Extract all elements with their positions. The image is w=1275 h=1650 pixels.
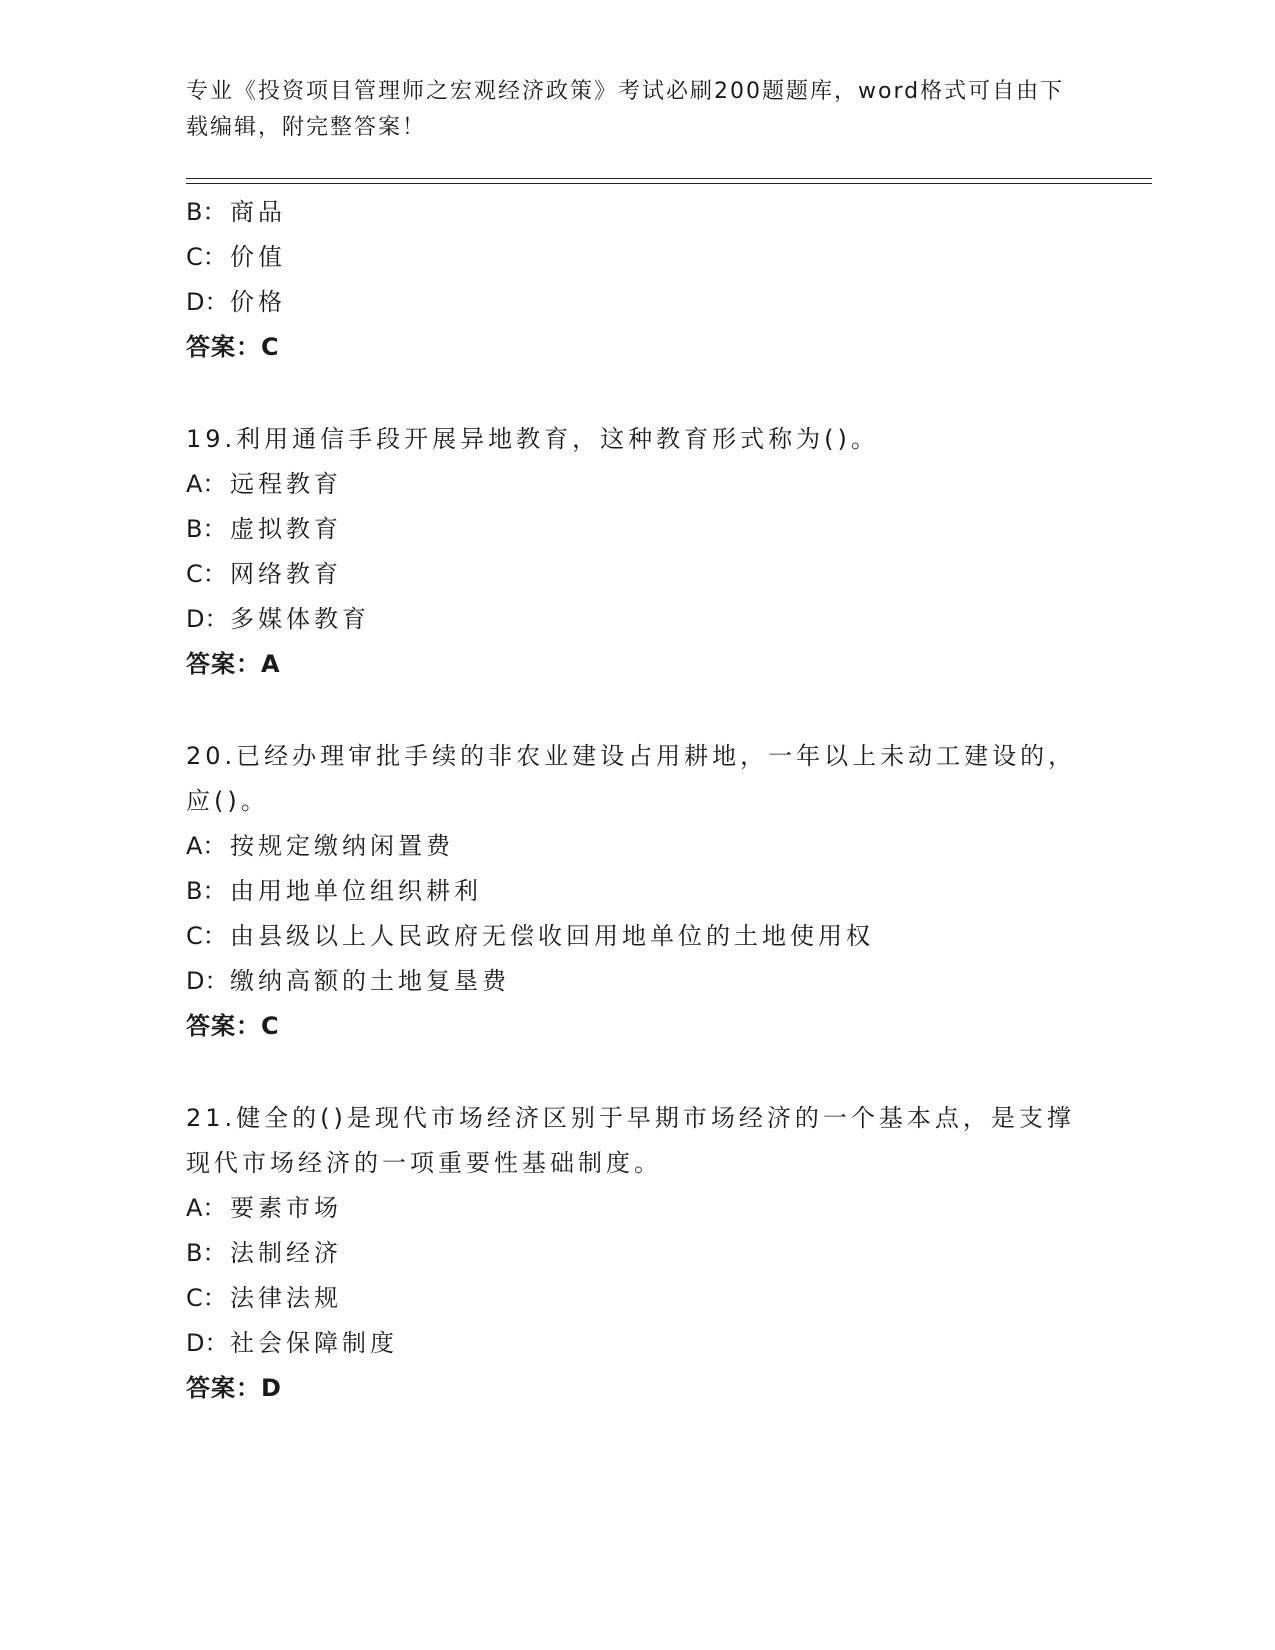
option-text: 价值 <box>230 243 286 271</box>
spacer <box>186 1049 1086 1096</box>
option-text: 法律法规 <box>230 1284 342 1312</box>
option-a <box>186 824 1086 869</box>
option-text: 商品 <box>230 198 286 226</box>
option-text: 远程教育 <box>230 470 342 498</box>
answer-line: 答案：D <box>186 1374 282 1402</box>
option-key: D： <box>186 1329 229 1357</box>
question-18-continuation <box>186 190 1086 370</box>
option-text: 由县级以上人民政府无偿收回用地单位的土地使用权 <box>230 922 874 950</box>
option-key: C： <box>186 922 227 950</box>
option-text: 法制经济 <box>230 1239 342 1267</box>
option-a <box>186 462 1086 507</box>
spacer <box>186 687 1086 734</box>
answer-line: 答案：A <box>186 650 281 678</box>
option-key: A： <box>186 832 227 860</box>
spacer <box>186 370 1086 417</box>
option-key: D： <box>186 967 229 995</box>
option-b <box>186 1231 1086 1276</box>
option-key: A： <box>186 470 227 498</box>
option-d <box>186 959 1086 1004</box>
option-text: 社会保障制度 <box>230 1329 398 1357</box>
header-divider <box>186 178 1152 179</box>
question-20 <box>186 734 1086 1049</box>
option-c <box>186 235 1086 280</box>
option-key: D： <box>186 288 229 316</box>
option-key: C： <box>186 243 227 271</box>
option-key: B： <box>186 198 227 226</box>
option-d <box>186 280 1086 325</box>
answer-line: 答案：C <box>186 1012 280 1040</box>
option-c <box>186 552 1086 597</box>
option-c <box>186 1276 1086 1321</box>
option-d <box>186 1321 1086 1366</box>
option-b <box>186 190 1086 235</box>
document-header: 专业《投资项目管理师之宏观经济政策》考试必刷200题题库，word格式可自由下载编辑，附完整答案！ <box>186 79 1065 140</box>
question-21 <box>186 1096 1086 1411</box>
question-text: 20.已经办理审批手续的非农业建设占用耕地，一年以上未动工建设的，应()。 <box>186 742 1077 815</box>
option-key: B： <box>186 515 227 543</box>
option-key: A： <box>186 1194 227 1222</box>
option-text: 由用地单位组织耕利 <box>230 877 482 905</box>
answer-line: 答案：C <box>186 333 280 361</box>
option-text: 价格 <box>230 288 286 316</box>
option-text: 按规定缴纳闲置费 <box>230 832 454 860</box>
option-text: 虚拟教育 <box>230 515 342 543</box>
option-key: B： <box>186 877 227 905</box>
header-divider-second <box>186 183 1152 184</box>
option-d <box>186 597 1086 642</box>
option-text: 要素市场 <box>230 1194 342 1222</box>
option-key: C： <box>186 560 227 588</box>
option-a <box>186 1186 1086 1231</box>
question-text: 21.健全的()是现代市场经济区别于早期市场经济的一个基本点，是支撑现代市场经济的一项重要性基础制度。 <box>186 1104 1075 1177</box>
question-19 <box>186 417 1086 687</box>
option-text: 多媒体教育 <box>230 605 370 633</box>
option-key: B： <box>186 1239 227 1267</box>
option-key: C： <box>186 1284 227 1312</box>
option-key: D： <box>186 605 229 633</box>
question-text: 19.利用通信手段开展异地教育，这种教育形式称为()。 <box>186 425 879 453</box>
option-text: 网络教育 <box>230 560 342 588</box>
option-b <box>186 507 1086 552</box>
question-list <box>186 190 1086 1411</box>
option-c <box>186 914 1086 959</box>
option-b <box>186 869 1086 914</box>
option-text: 缴纳高额的土地复垦费 <box>230 967 510 995</box>
